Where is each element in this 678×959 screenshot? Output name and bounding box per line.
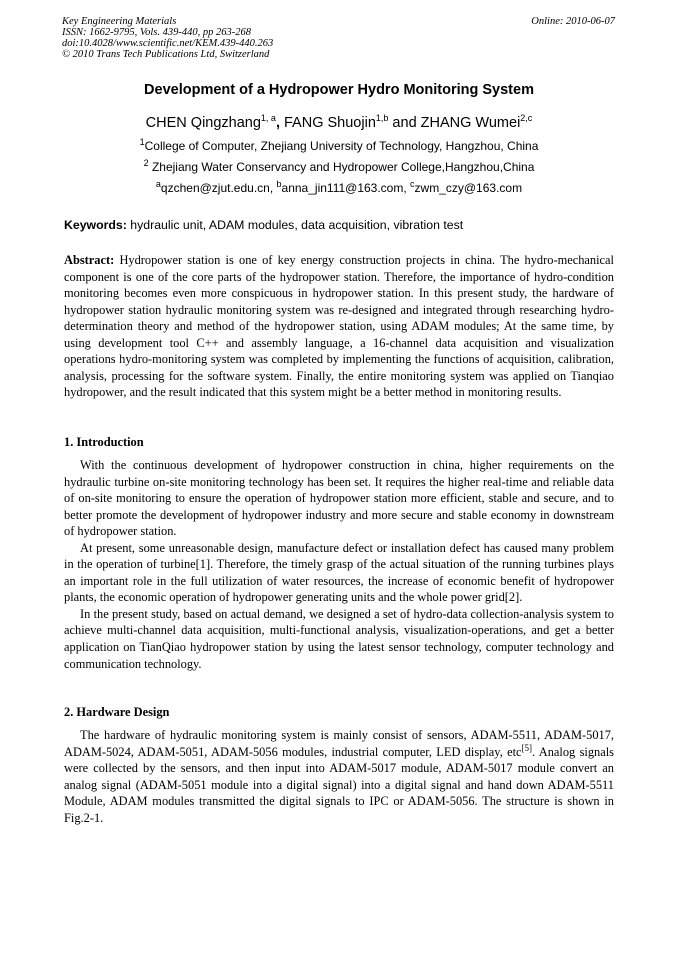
- author-1: CHEN Qingzhang: [145, 115, 261, 131]
- keywords-label: Keywords:: [64, 218, 127, 232]
- paper-title: Development of a Hydropower Hydro Monitoring System: [144, 82, 534, 98]
- issn-line: ISSN: 1662-9795, Vols. 439-440, pp 263-268: [62, 27, 251, 38]
- author-line: [0, 115, 678, 131]
- keywords-text: hydraulic unit, ADAM modules, data acquisition, vibration test: [126, 218, 464, 232]
- copyright-line: © 2010 Trans Tech Publications Ltd, Switzerland: [62, 49, 270, 60]
- email-3: zwm_czy@163.com: [414, 181, 523, 195]
- email-1-marker: a: [155, 179, 161, 189]
- introduction-body: [64, 457, 614, 672]
- author-2-affil: 1,b: [375, 113, 389, 124]
- author-separator: ,: [275, 115, 284, 131]
- email-3-marker: c: [410, 179, 415, 189]
- abstract-text: Hydropower station is one of key energy construction projects in china. The hydro-mechanical component is one of the core parts of the hydropower station. Therefore, the importance of hydro-condition monitoring becomes even more conspicuous in hydropower station. In this present study, the hardware of hydropower station hydraulic monitoring system was re-designed and integrated through researching hydro-determination theory and method of the hydropower station, using ADAM modules; At the same time, by using development tool C++ and assembly language, a 16-channel data acquisition and visualization operations hydro-monitoring system was completed by implementing the functions of acquisition, calibration, analysis, processing for the software system. Finally, the entire monitoring system was applied on Tianqiao hydropower, and the result indicated that this system might be a better method in monitoring results.: [64, 253, 614, 400]
- affiliation-2: [0, 160, 678, 174]
- author-3-affil: 2,c: [520, 113, 533, 124]
- hardware-text-a: The hardware of hydraulic monitoring system is mainly consist of sensors, ADAM-5511, ADAM-5017, ADAM-5024, ADAM-5051, ADAM-5056 modules, industrial computer, LED display, etc: [64, 728, 614, 759]
- abstract: [64, 252, 614, 401]
- author-separator: and: [388, 115, 421, 131]
- affiliation-2-marker: 2: [143, 158, 149, 168]
- keywords: [64, 218, 463, 232]
- affiliation-2-text: Zhejiang Water Conservancy and Hydropower College,Hangzhou,China: [148, 160, 535, 174]
- author-2: FANG Shuojin: [284, 115, 376, 131]
- online-date: Online: 2010-06-07: [531, 16, 615, 27]
- citation-ref: [5]: [521, 742, 533, 753]
- affiliation-1-text: College of Computer, Zhejiang University of Technology, Hangzhou, China: [144, 139, 539, 153]
- hardware-body: [64, 727, 614, 826]
- hardware-text-b: . Analog signals were collected by the sensors, and then input into ADAM-5017 module, ADAM-5017 module convert an analog signal (ADAM-5051 module into a digital signal) into a digital signal and hand down ADAM-5511 Module, ADAM modules transmitted the digital signals to IPC or ADAM-5056. The structure is shown in Fig.2-1.: [64, 744, 614, 825]
- affiliation-1-marker: 1: [139, 137, 145, 147]
- intro-paragraph-1: With the continuous development of hydropower construction in china, higher requirements on the hydraulic turbine on-site monitoring technology has been set. It requires the higher real-time and reliable data of on-site monitoring to ensure the operation of hydropower station more efficient, stable and secure, and to better promote the development of hydropower industry and more secure and stable economy in downstream of hydropower station.: [64, 458, 614, 539]
- section-heading-introduction: 1. Introduction: [64, 435, 144, 449]
- email-2-marker: b: [276, 179, 282, 189]
- hardware-paragraph-1: [64, 727, 614, 826]
- email-2: anna_jin111@163.com,: [281, 181, 411, 195]
- author-3: ZHANG Wumei: [420, 115, 521, 131]
- email-1: qzchen@zjut.edu.cn,: [160, 181, 277, 195]
- section-heading-hardware: 2. Hardware Design: [64, 705, 170, 719]
- abstract-label: Abstract:: [64, 253, 115, 267]
- page-header: [62, 16, 615, 60]
- email-line: [0, 181, 678, 195]
- intro-paragraph-3: In the present study, based on actual demand, we designed a set of hydro-data collection-analysis system to achieve multi-channel data acquisition, multi-functional analysis, visualization-operations, and get a better application on TianQiao hydropower station by using the latest sensor technology, computer technology and communication technology.: [64, 606, 614, 671]
- affiliation-1: [0, 139, 678, 153]
- author-1-affil: 1, a: [260, 113, 276, 124]
- intro-paragraph-2: At present, some unreasonable design, manufacture defect or installation defect has caused many problem in the operation of turbine[1]. Therefore, the timely grasp of the actual situation of the running turbines plays an important role in the full utilization of water resources, the increase of economic benefit of hydropower plants, the economic operation of hydropower generating units and the whole power grid[2].: [64, 540, 614, 605]
- journal-name: Key Engineering Materials: [62, 16, 177, 27]
- doi-line: doi:10.4028/www.scientific.net/KEM.439-440.263: [62, 38, 274, 49]
